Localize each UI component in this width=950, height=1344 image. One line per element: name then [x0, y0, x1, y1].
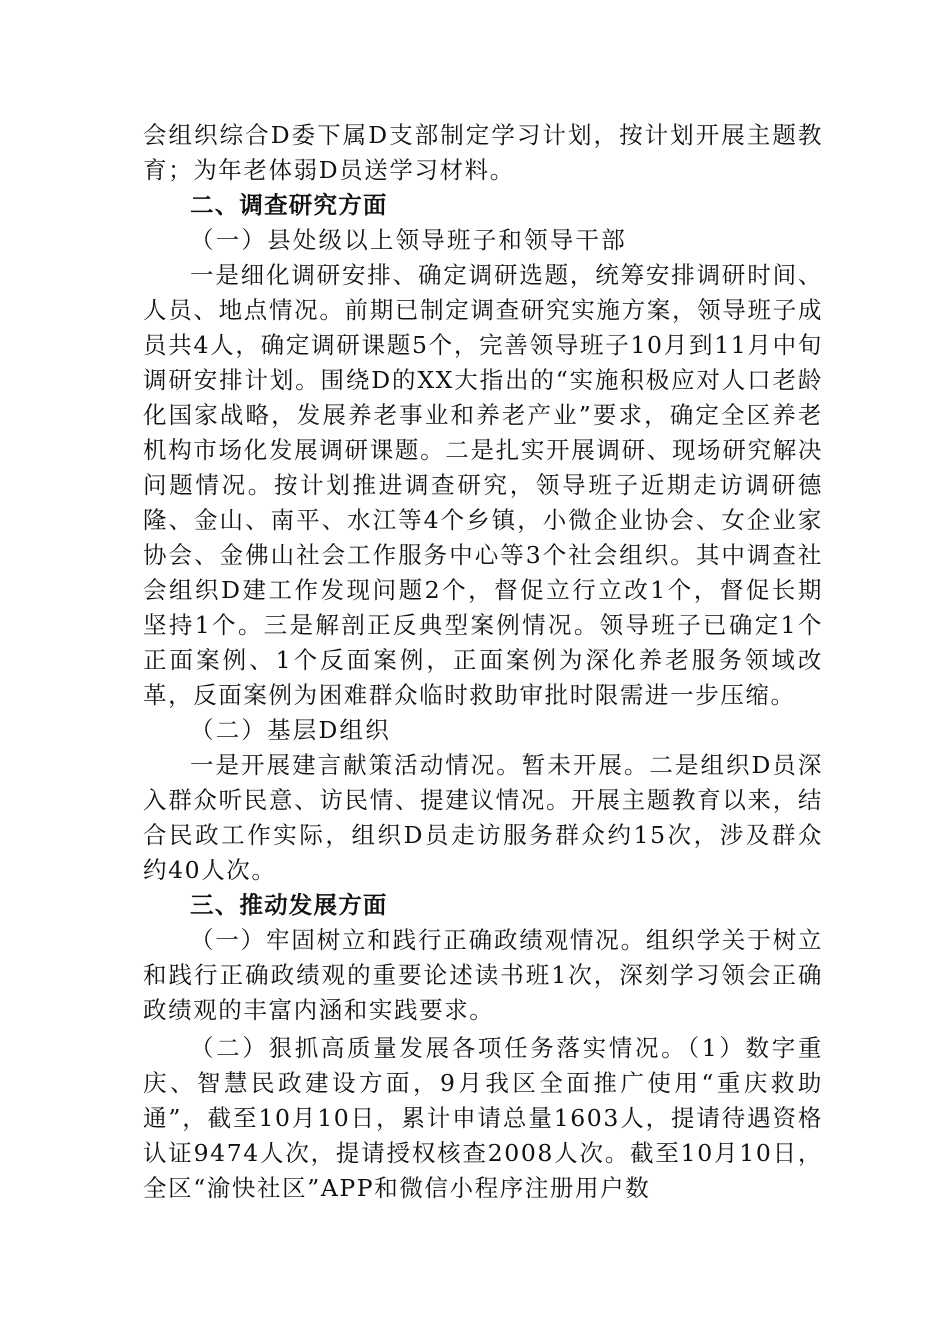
section-heading-research: 二、调查研究方面: [190, 191, 388, 219]
subsection-heading-leadership: （一）县处级以上领导班子和领导干部: [190, 226, 627, 254]
paragraph-performance-view: （一）牢固树立和践行正确政绩观情况。组织学关于树立和践行正确政绩观的重要论述读书班1次，深刻学习领会正确政绩观的丰富内涵和实践要求。: [143, 926, 823, 1024]
paragraph-grassroots: 一是开展建言献策活动情况。暂未开展。二是组织D员深入群众听民意、访民情、提建议情况。开展主题教育以来，结合民政工作实际，组织D员走访服务群众约15次，涉及群众约40人次。: [143, 751, 823, 884]
paragraph-research-leadership: 一是细化调研安排、确定调研选题，统筹安排调研时间、人员、地点情况。前期已制定调查研究实施方案，领导班子成员共4人，确定调研课题5个，完善领导班子10月到11月中旬调研安排计划。围绕D的XX大指出的“实施积极应对人口老龄化国家战略，发展养老事业和养老产业”要求，确定全区养老机构市场化发展调研课题。二是扎实开展调研、现场研究解决问题情况。按计划推进调查研究，领导班子近期走访调研德隆、金山、南平、水江等4个乡镇，小微企业协会、女企业家协会、金佛山社会工作服务中心等3个社会组织。其中调查社会组织D建工作发现问题2个，督促立行立改1个，督促长期坚持1个。三是解剖正反典型案例情况。领导班子已确定1个正面案例、1个反面案例，正面案例为深化养老服务领域改革，反面案例为困难群众临时救助审批时限需进一步压缩。: [143, 261, 823, 709]
section-heading-development: 三、推动发展方面: [190, 891, 388, 919]
paragraph-high-quality-development: （二）狠抓高质量发展各项任务落实情况。（1）数字重庆、智慧民政建设方面，9月我区全面推广使用“重庆救助通”，截至10月10日，累计申请总量1603人，提请待遇资格认证9474人次，提请授权核查2008人次。截至10月10日，全区“渝快社区”APP和微信小程序注册用户数: [143, 1034, 823, 1202]
document-body: [143, 118, 823, 1206]
subsection-heading-grassroots: （二）基层D组织: [190, 716, 391, 744]
paragraph-continuation: 会组织综合D委下属D支部制定学习计划，按计划开展主题教育；为年老体弱D员送学习材料。: [143, 121, 823, 184]
